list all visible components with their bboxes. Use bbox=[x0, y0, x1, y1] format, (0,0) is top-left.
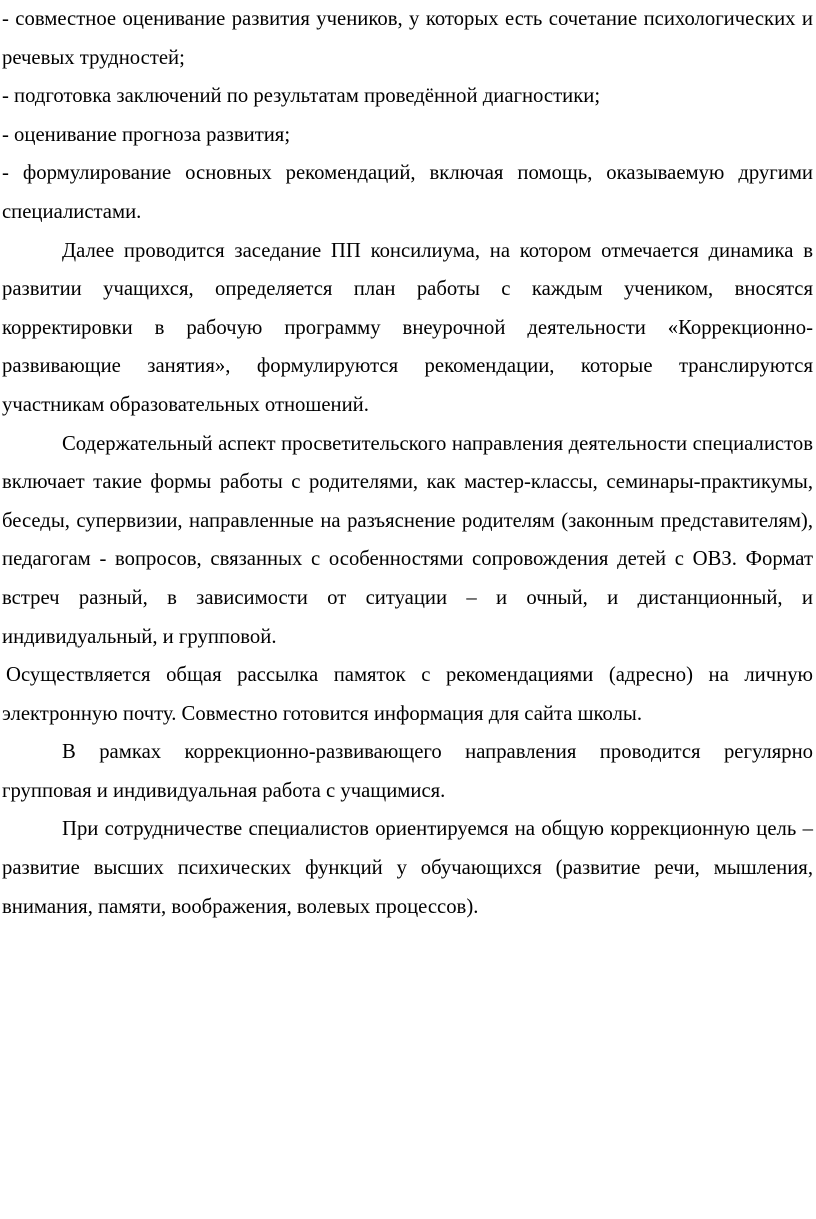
document-page bbox=[2, 0, 813, 926]
paragraph-consilium: Далее проводится заседание ПП консилиума, на котором отмечается динамика в развитии учащихся, определяется план работы с каждым учеником, вносятся корректировки в рабочую программу внеурочной деятельности «Коррекционно-развивающие занятия», формулируются рекомендации, которые транслируются участникам образовательных отношений. bbox=[2, 239, 813, 416]
list-item-recommendations: - формулирование основных рекомендаций, включая помощь, оказываемую другими специалистами. bbox=[2, 162, 813, 223]
paragraph-correctional-work: В рамках коррекционно-развивающего направления проводится регулярно групповая и индивидуальная работа с учащимися. bbox=[2, 741, 813, 802]
list-item-diagnostic-conclusions: - подготовка заключений по результатам проведённой диагностики; bbox=[2, 85, 601, 108]
list-item-prognosis: - оценивание прогноза развития; bbox=[2, 123, 291, 146]
list-item-joint-assessment: - совместное оценивание развития учеников, у которых есть сочетание психологических и речевых трудностей; bbox=[2, 8, 813, 69]
paragraph-common-goal: При сотрудничестве специалистов ориентируемся на общую коррекционную цель – развитие высших психических функций у обучающихся (развитие речи, мышления, внимания, памяти, воображения, волевых процессов). bbox=[2, 818, 813, 918]
paragraph-mailing: Осуществляется общая рассылка памяток с рекомендациями (адресно) на личную электронную почту. Совместно готовится информация для сайта школы. bbox=[2, 664, 813, 725]
paragraph-educational-direction: Содержательный аспект просветительского направления деятельности специалистов включает такие формы работы с родителями, как мастер-классы, семинары-практикумы, беседы, супервизии, направленные на разъяснение родителям (законным представителям), педагогам - вопросов, связанных с особенностями сопровождения детей с ОВЗ. Формат встреч разный, в зависимости от ситуации – и очный, и дистанционный, и индивидуальный, и групповой. bbox=[2, 432, 813, 648]
